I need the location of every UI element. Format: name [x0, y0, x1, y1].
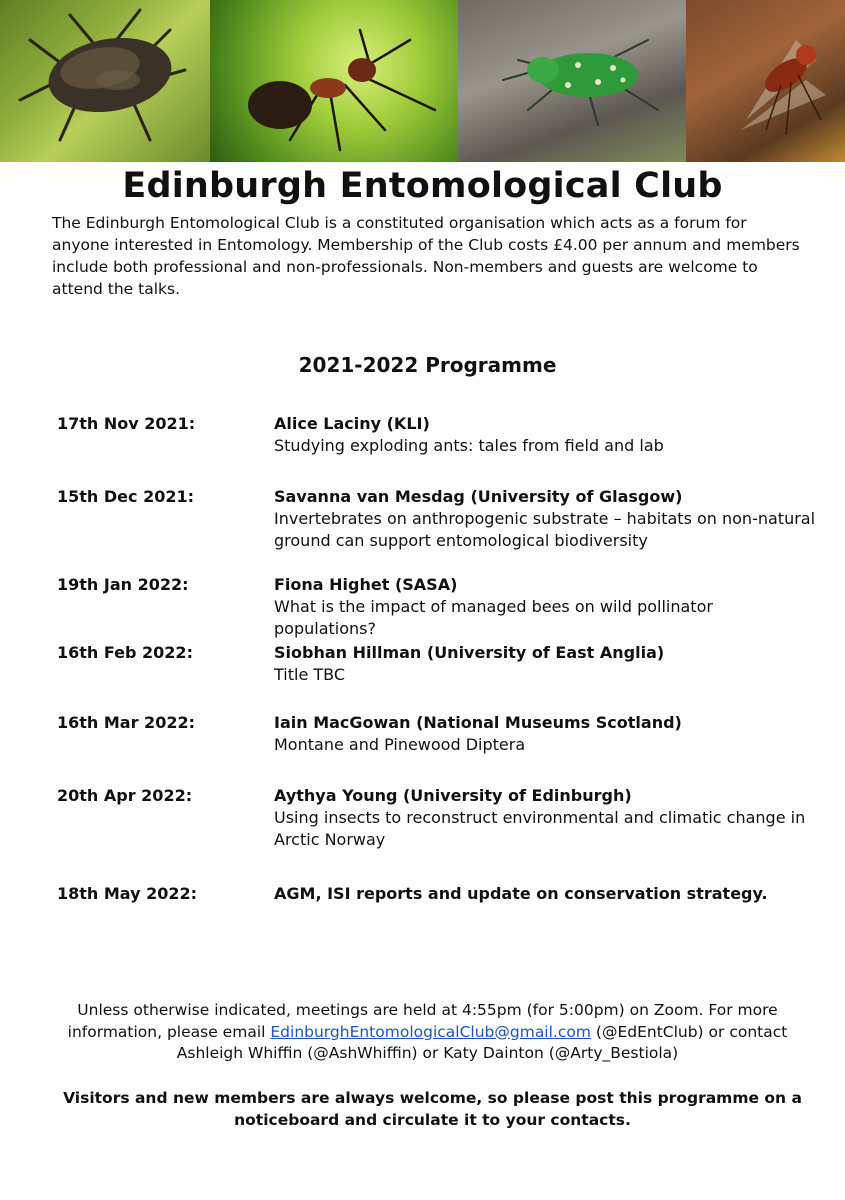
- contact-text: (@EdEntClub) or contact Ashleigh Whiffin (@AshWhiffin) or Katy Dainton (@Arty_Bestiola): [176, 1022, 788, 1062]
- email-link[interactable]: EdinburghEntomologicalClub@gmail.com: [270, 1022, 591, 1041]
- entry-speaker: Alice Laciny (KLI): [274, 414, 430, 433]
- entry-date: 16th Mar 2022:: [57, 713, 195, 732]
- entry-date: 20th Apr 2022:: [57, 786, 193, 805]
- entry-talk: Montane and Pinewood Diptera: [274, 735, 526, 754]
- fly-icon: [686, 0, 845, 162]
- programme-heading: 2021-2022 Programme: [298, 353, 557, 377]
- entry-talk: Using insects to reconstruct environmental and climatic change in Arctic Norway: [274, 808, 806, 849]
- entry-date: 19th Jan 2022:: [57, 575, 189, 594]
- entry-talk: Title TBC: [274, 665, 346, 684]
- entry-talk: Invertebrates on anthropogenic substrate – habitats on non-natural ground can support entomological biodiversity: [274, 509, 816, 550]
- shieldbug-photo: [0, 0, 210, 162]
- header-photo-strip: [0, 0, 845, 162]
- meeting-info: [40, 1000, 815, 1065]
- entry-date: 15th Dec 2021:: [57, 487, 194, 506]
- entry-speaker: Iain MacGowan (National Museums Scotland): [274, 713, 682, 732]
- meeting-info-text: Unless otherwise indicated, meetings are held at 4:55pm (for 5:00pm) on Zoom. For more information, please email: [67, 1001, 778, 1041]
- shieldbug-icon: [0, 0, 210, 162]
- entry-talk: Studying exploding ants: tales from field and lab: [274, 436, 664, 455]
- intro-paragraph: The Edinburgh Entomological Club is a constituted organisation which acts as a forum for anyone interested in Entomology. Membership of the Club costs £4.00 per annum and members include both professional and non-professionals. Non-members and guests are welcome to attend the talks.: [52, 214, 800, 298]
- entry-speaker: AGM, ISI reports and update on conservation strategy.: [274, 884, 768, 903]
- entry-speaker: Aythya Young (University of Edinburgh): [274, 786, 632, 805]
- page-title: Edinburgh Entomological Club: [122, 166, 723, 206]
- entry-speaker: Siobhan Hillman (University of East Anglia): [274, 643, 665, 662]
- entry-talk: What is the impact of managed bees on wild pollinator populations?: [274, 597, 713, 638]
- ant-icon: [210, 0, 458, 162]
- entry-date: 17th Nov 2021:: [57, 414, 196, 433]
- entry-date: 16th Feb 2022:: [57, 643, 193, 662]
- tiger-beetle-icon: [458, 0, 686, 162]
- entry-date: 18th May 2022:: [57, 884, 198, 903]
- ant-photo: [210, 0, 458, 162]
- tiger-beetle-photo: [458, 0, 686, 162]
- fly-photo: [686, 0, 845, 162]
- entry-speaker: Fiona Highet (SASA): [274, 575, 458, 594]
- entry-speaker: Savanna van Mesdag (University of Glasgow): [274, 487, 683, 506]
- closing-note: Visitors and new members are always welcome, so please post this programme on a noticeboard and circulate it to your contacts.: [63, 1089, 802, 1129]
